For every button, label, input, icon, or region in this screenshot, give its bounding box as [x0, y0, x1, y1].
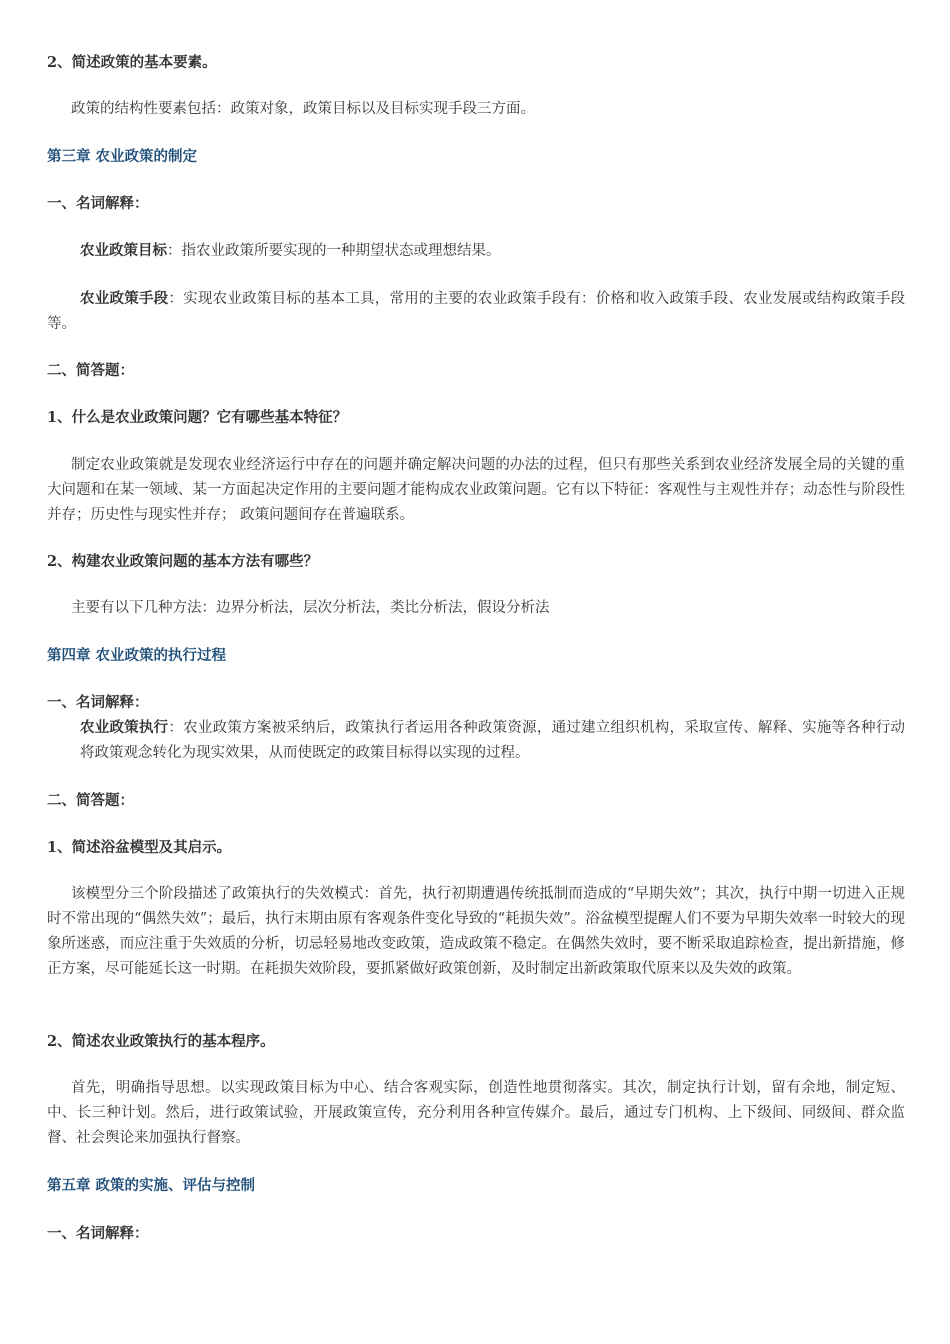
section-heading: 二、简答题：: [47, 362, 134, 379]
term-definition: [47, 238, 905, 264]
question-heading: 1、什么是农业政策问题？它有哪些基本特征？: [47, 409, 348, 426]
term-label: 农业政策目标: [80, 242, 167, 259]
term-label: 农业政策手段: [80, 290, 169, 307]
section-heading: 一、名词解释：: [47, 195, 149, 212]
chapter-heading: 第三章 农业政策的制定: [47, 148, 198, 165]
section-heading: 一、名词解释：: [47, 694, 149, 711]
chapter-heading: 第五章 政策的实施、评估与控制: [47, 1177, 256, 1194]
term-definition: [47, 286, 905, 337]
definition-text: ：指农业政策所要实现的一种期望状态或理想结果。: [167, 243, 501, 259]
question-heading: 2、构建农业政策问题的基本方法有哪些？: [47, 553, 319, 570]
section-heading: 二、简答题：: [47, 792, 134, 809]
definition-text: ：农业政策方案被采纳后，政策执行者运用各种政策资源，通过建立组织机构，采取宣传、解释、实施等各种行动将政策观念转化为现实效果，从而使既定的政策目标得以实现的过程。: [80, 720, 905, 761]
answer-paragraph: 政策的结构性要素包括：政策对象，政策目标以及目标实现手段三方面。: [71, 101, 535, 117]
question-heading: 1、简述浴盆模型及其启示。: [47, 839, 232, 856]
answer-paragraph: 主要有以下几种方法：边界分析法，层次分析法，类比分析法，假设分析法: [71, 600, 550, 616]
question-heading: 2、简述政策的基本要素。: [47, 54, 217, 71]
answer-paragraph: 制定农业政策就是发现农业经济运行中存在的问题并确定解决问题的办法的过程，但只有那些关系到农业经济发展全局的关键的重大问题和在某一领域、某一方面起决定作用的主要问题才能构成农业政策问题。它有以下特征：客观性与主观性并存；动态性与阶段性并存；历史性与现实性并存； 政策问题间存在普遍联系。: [47, 457, 905, 523]
answer-paragraph: 该模型分三个阶段描述了政策执行的失效模式：首先，执行初期遭遇传统抵制而造成的“早期失效”；其次，执行中期一切进入正规时不常出现的“偶然失效”；最后，执行末期由原有客观条件变化导致的“耗损失效”。浴盆模型提醒人们不要为早期失效率一时较大的现象所迷惑，而应注重于失效质的分析，切忌轻易地改变政策，造成政策不稳定。在偶然失效时，要不断采取追踪检查，提出新措施，修正方案，尽可能延长这一时期。在耗损失效阶段，要抓紧做好政策创新，及时制定出新政策取代原来以及失效的政策。: [47, 886, 905, 977]
term-label: 农业政策执行: [80, 719, 169, 736]
answer-paragraph: 首先，明确指导思想。以实现政策目标为中心、结合客观实际，创造性地贯彻落实。其次，制定执行计划，留有余地，制定短、中、长三种计划。然后，进行政策试验，开展政策宣传，充分利用各种宣传媒介。最后，通过专门机构、上下级间、同级间、群众监督、社会舆论来加强执行督察。: [47, 1080, 905, 1146]
section-heading: 一、名词解释：: [47, 1225, 149, 1242]
definition-text: ：实现农业政策目标的基本工具，常用的主要的农业政策手段有：价格和收入政策手段、农业发展或结构政策手段等。: [47, 291, 905, 332]
chapter-heading: 第四章 农业政策的执行过程: [47, 647, 227, 664]
question-heading: 2、简述农业政策执行的基本程序。: [47, 1033, 275, 1050]
term-definition: [47, 715, 905, 766]
